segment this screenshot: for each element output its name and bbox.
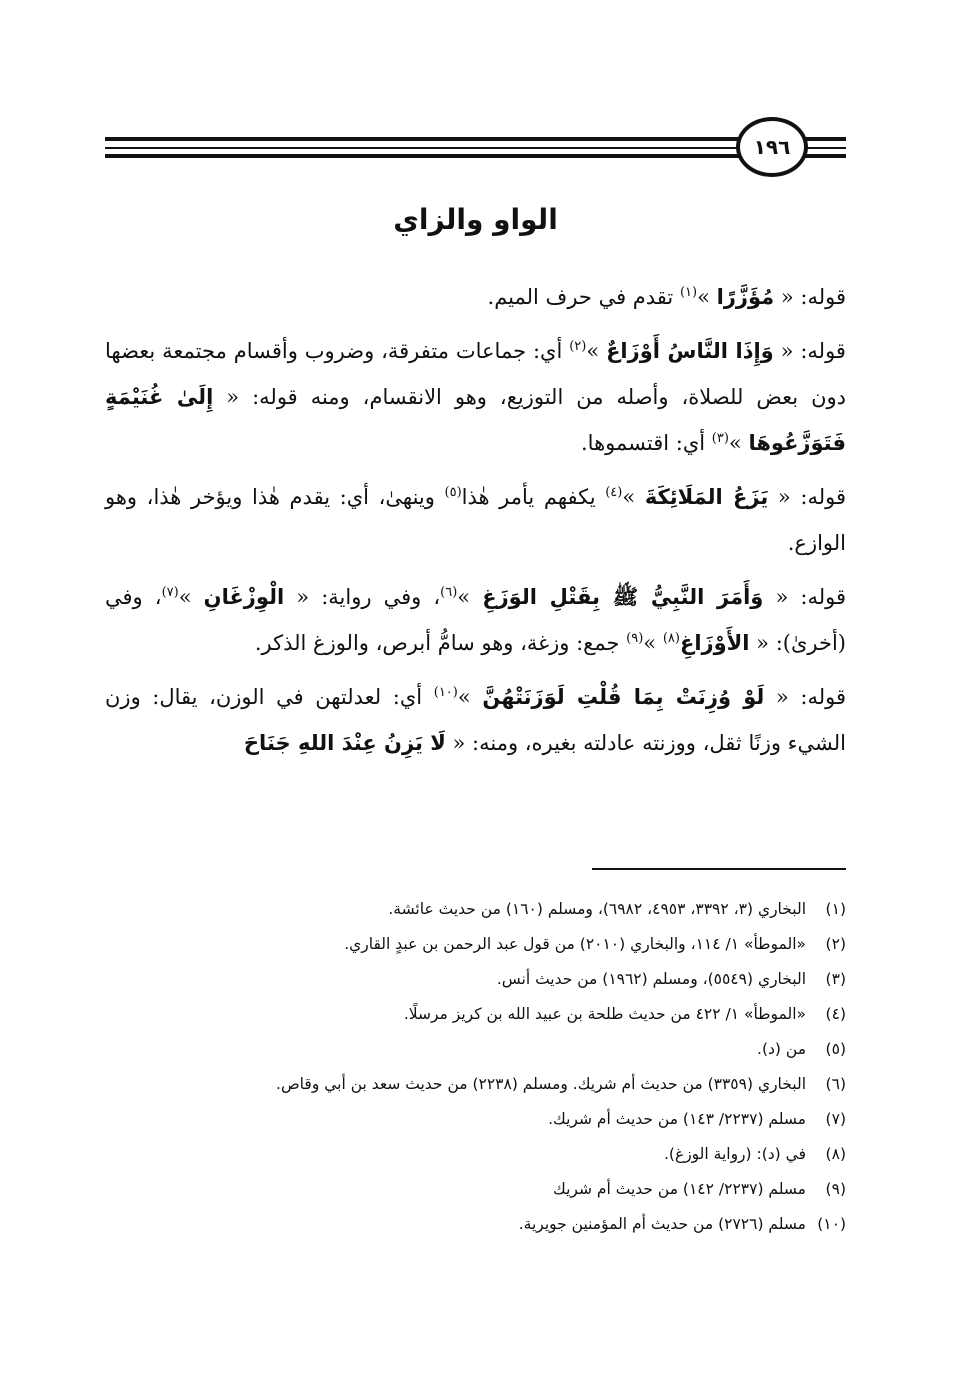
text-run: » xyxy=(622,485,645,509)
footnote-item xyxy=(105,1207,846,1242)
footnote-text: مسلم (٢٧٢٦) من حديث أم المؤمنين جويرية. xyxy=(518,1215,806,1233)
footnote-ref[interactable]: (١٠) xyxy=(433,685,458,700)
text-run: أي: لعدلتهن في الوزن، يقال: وزن الشيء وزنًا ثقل، ووزنته عادلته بغيره، ومنه: « xyxy=(105,685,846,755)
footnote-text: البخاري (٥٥٤٩)، ومسلم (١٩٦٢) من حديث أنس. xyxy=(496,970,806,988)
footnote-ref[interactable]: (٧) xyxy=(161,585,179,600)
footnote-number: (٩) xyxy=(825,1180,846,1198)
text-run: » xyxy=(178,585,204,609)
body-text xyxy=(105,274,846,774)
quoted-phrase: وَإِذَا النَّاسُ أَوْزَاعٌ xyxy=(606,339,774,363)
text-run: تقدم في حرف الميم. xyxy=(487,285,680,309)
footnote-ref[interactable]: (٦) xyxy=(440,585,458,600)
page-number: ١٩٦ xyxy=(753,135,791,159)
text-run: ، وفي رواية: « xyxy=(284,585,441,609)
quoted-phrase: الْوِزْغَانِ xyxy=(203,585,285,609)
footnote-item xyxy=(105,962,846,997)
text-run: » xyxy=(697,285,717,309)
footnote-item xyxy=(105,1032,846,1067)
text-run: » xyxy=(457,585,483,609)
text-run: جمع: وزغة، وهو سامُّ أبرص، والوزغ الذكر. xyxy=(254,631,627,655)
paragraph-5 xyxy=(105,674,846,766)
text-run: أي: اقتسموها. xyxy=(581,431,712,455)
footnote-number: (٢) xyxy=(825,935,846,953)
footnote-ref[interactable]: (٥) xyxy=(444,485,462,500)
header-rule xyxy=(105,127,846,167)
footnote-item xyxy=(105,927,846,962)
footnote-text: البخاري (٣٣٥٩) من حديث أم شريك. ومسلم (٢٢٣٨) من حديث سعد بن أبي وقاص. xyxy=(276,1075,806,1093)
footnote-number: (٥) xyxy=(825,1040,846,1058)
footnote-number: (٣) xyxy=(825,970,846,988)
footnote-item xyxy=(105,892,846,927)
paragraph-3 xyxy=(105,474,846,566)
footnote-number: (٦) xyxy=(825,1075,846,1093)
footnote-number: (٨) xyxy=(825,1145,846,1163)
footnote-item xyxy=(105,1067,846,1102)
footnote-number: (١) xyxy=(825,900,846,918)
footnote-number: (٤) xyxy=(825,1005,846,1023)
footnote-text: «الموطأ» ١/ ١١٤، والبخاري (٢٠١٠) من قول عبد الرحمن بن عبدٍ القاري. xyxy=(344,935,806,953)
footnote-ref[interactable]: (٨) xyxy=(662,631,680,646)
footnote-number: (١٠) xyxy=(817,1215,846,1233)
text-run: أي: جماعات متفرقة، وضروب وأقسام مجتمعة بعضها دون بعض للصلاة، وأصله من التوزيع، وهو الانقسام، ومنه قوله: « xyxy=(105,339,846,409)
footnote-number: (٧) xyxy=(825,1110,846,1128)
quoted-phrase: لَوْ وُزِنَتْ بِمَا قُلْتِ لَوَزَنَتْهُنَّ xyxy=(482,685,765,709)
footnote-ref[interactable]: (٩) xyxy=(626,631,644,646)
text-run: قوله: « xyxy=(773,339,846,363)
text-run: » xyxy=(457,685,483,709)
text-run: قوله: « xyxy=(768,485,846,509)
quoted-phrase: إِلَىٰ غُنَيْمَةٍ فَتَوَزَّعُوهَا xyxy=(105,385,846,455)
footnote-item xyxy=(105,997,846,1032)
footnote-item xyxy=(105,1137,846,1172)
footnote-text: «الموطأ» ١/ ٤٢٢ من حديث طلحة بن عبيد الله بن كريز مرسلًا. xyxy=(403,1005,806,1023)
footnote-ref[interactable]: (١) xyxy=(679,285,698,300)
quoted-phrase: وَأَمَرَ النَّبِيُّ ﷺ بِقَتْلِ الوَزَغِ xyxy=(482,585,764,609)
page-number-badge xyxy=(736,117,808,177)
quoted-phrase: لَا يَزِنُ عِنْدَ اللهِ جَنَاحَ xyxy=(243,731,446,755)
text-run: يكفهم يأمر هٰذا xyxy=(461,485,606,509)
text-run: » xyxy=(586,339,607,363)
footnote-ref[interactable]: (٣) xyxy=(711,431,729,446)
rule-line-right-bottom xyxy=(805,154,846,158)
footnote-item xyxy=(105,1172,846,1207)
footnote-text: البخاري (٣، ٣٣٩٢، ٤٩٥٣، ٦٩٨٢)، ومسلم (١٦٠) من حديث عائشة. xyxy=(388,900,806,918)
footnote-divider xyxy=(592,868,846,870)
text-run: قوله: « xyxy=(763,585,847,609)
paragraph-1 xyxy=(105,274,846,320)
quoted-phrase: الأَوْزَاغِ xyxy=(679,631,750,655)
footnote-text: مسلم (٢٢٣٧/ ١٤٢) من حديث أم شريك xyxy=(553,1180,806,1198)
footnote-text: في (د): (رواية الوزغ). xyxy=(663,1145,806,1163)
rule-line-middle xyxy=(105,147,745,149)
footnotes-list xyxy=(105,892,846,1242)
footnote-item xyxy=(105,1102,846,1137)
rule-line-top xyxy=(105,137,745,141)
paragraph-4 xyxy=(105,574,846,666)
quoted-phrase: مُؤَزَّرًا xyxy=(716,285,775,309)
footnote-ref[interactable]: (٤) xyxy=(605,485,623,500)
footnote-text: مسلم (٢٢٣٧/ ١٤٣) من حديث أم شريك. xyxy=(548,1110,806,1128)
text-run: وينهىٰ، أي: يقدم هٰذا ويؤخر هٰذا، وهو الوازع. xyxy=(105,485,846,555)
footnote-ref[interactable]: (٢) xyxy=(569,339,587,354)
quoted-phrase: يَزَعُ المَلَائِكَةَ xyxy=(644,485,769,509)
rule-line-right-top xyxy=(805,137,846,141)
rule-line-right-middle xyxy=(805,147,846,149)
footnote-text: من (د). xyxy=(757,1040,806,1058)
text-run: ، وفي (أخرىٰ): « xyxy=(105,585,846,655)
rule-line-bottom xyxy=(105,154,745,158)
section-title: الواو والزاي xyxy=(393,203,558,236)
paragraph-2 xyxy=(105,328,846,466)
text-run: » xyxy=(643,631,663,655)
text-run: قوله: « xyxy=(764,685,846,709)
text-run: قوله: « xyxy=(774,285,846,309)
text-run: » xyxy=(728,431,749,455)
